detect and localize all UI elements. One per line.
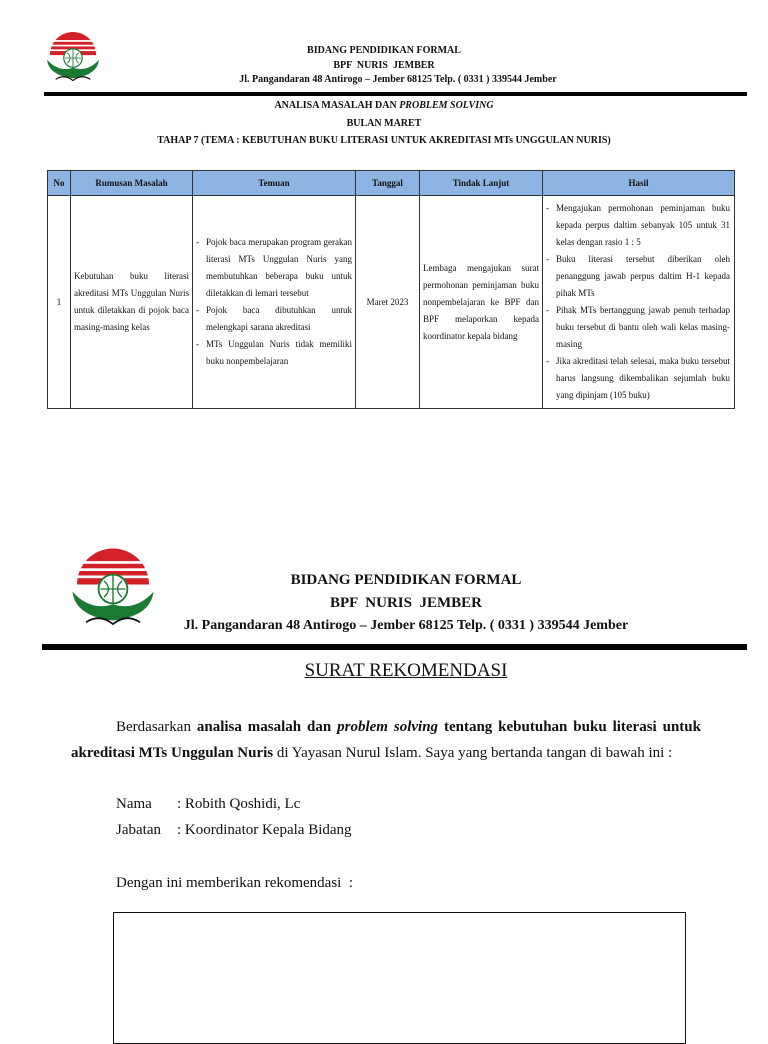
report-title <box>0 100 768 111</box>
header-large-line1: BIDANG PENDIDIKAN FORMAL <box>290 572 522 588</box>
temuan-item: - Pojok baca dibutuhkan untuk melengkapi sarana akreditasi <box>196 302 352 336</box>
letter-paragraph <box>71 714 705 766</box>
hasil-item: - Pihak MTs bertanggung jawab penuh terhadap buku tersebut di bantu oleh wali kelas masing-masing <box>546 302 730 353</box>
col-header-no: No <box>48 171 71 196</box>
table-header-row <box>48 171 735 196</box>
analysis-table <box>47 170 735 409</box>
report-month: BULAN MARET <box>346 118 422 129</box>
p1-part-a: Berdasarkan <box>116 719 197 735</box>
report-stage: TAHAP 7 (TEMA : KEBUTUHAN BUKU LITERASI UNTUK AKREDITASI MTs UNGGULAN NURIS) <box>157 135 611 146</box>
col-header-tindak-lanjut: Tindak Lanjut <box>420 171 543 196</box>
position-value: : Koordinator Kepala Bidang <box>177 822 352 838</box>
p1-part-d: tentang kebutuhan buku literasi untuk akreditasi MTs Unggulan Nuris <box>71 719 705 761</box>
name-value: : Robith Qoshidi, Lc <box>177 796 301 812</box>
header-small-rule <box>44 92 747 96</box>
report-title-prefix: ANALISA MASALAH DAN <box>274 100 400 111</box>
header-large-address: Jl. Pangandaran 48 Antirogo – Jember 68125 Telp. ( 0331 ) 339544 Jember <box>183 618 629 633</box>
hasil-item: - Mengajukan permohonan peminjaman buku kepada perpus daltim sebanyak 105 untuk 31 kelas dengan rasio 1 : 5 <box>546 200 730 251</box>
cell-tanggal: Maret 2023 <box>356 196 420 409</box>
position-label: Jabatan <box>116 822 161 838</box>
cell-tindak-lanjut: Lembaga mengajukan surat permohonan peminjaman buku nonpembelajaran ke BPF dan BPF melaporkan kepada koordinator kepala bidang <box>420 196 543 409</box>
header-small-line2: BPF NURIS JEMBER <box>333 60 435 71</box>
cell-temuan <box>193 196 356 409</box>
table-row <box>48 196 735 409</box>
temuan-item: - Pojok baca merupakan program gerakan literasi MTs Unggulan Nuris yang membutuhkan beberapa buku untuk diletakkan di lemari tersebut <box>196 234 352 302</box>
hasil-item: - Jika akreditasi telah selesai, maka buku tersebut harus langsung dikembalikan sejumlah buku yang dipinjam (105 buku) <box>546 353 730 404</box>
col-header-rumusan: Rumusan Masalah <box>71 171 193 196</box>
recommendation-intro: Dengan ini memberikan rekomendasi : <box>116 875 354 891</box>
header-small-line1: BIDANG PENDIDIKAN FORMAL <box>307 45 461 56</box>
temuan-item: - MTs Unggulan Nuris tidak memiliki buku nonpembelajaran <box>196 336 352 370</box>
cell-hasil <box>543 196 735 409</box>
col-header-temuan: Temuan <box>193 171 356 196</box>
recommendation-box <box>113 912 686 1044</box>
header-small-address: Jl. Pangandaran 48 Antirogo – Jember 68125 Telp. ( 0331 ) 339544 Jember <box>239 74 557 85</box>
col-header-hasil: Hasil <box>543 171 735 196</box>
header-large-rule <box>42 644 747 650</box>
name-label: Nama <box>116 796 152 812</box>
p1-part-e: di Yayasan Nurul Islam. Saya yang bertanda tangan di bawah ini : <box>273 745 673 761</box>
hasil-item: - Buku literasi tersebut diberikan oleh penanggung jawab perpus daltim H-1 kepada pihak MTs <box>546 251 730 302</box>
cell-rumusan: Kebutuhan buku literasi akreditasi MTs Unggulan Nuris untuk diletakkan di pojok baca masing-masing kelas <box>71 196 193 409</box>
letter-title: SURAT REKOMENDASI <box>304 660 508 681</box>
p1-part-c: problem solving <box>337 719 439 735</box>
col-header-tanggal: Tanggal <box>356 171 420 196</box>
p1-part-b: analisa masalah dan <box>196 719 338 735</box>
cell-no: 1 <box>48 196 71 409</box>
header-large-line2: BPF NURIS JEMBER <box>330 595 482 611</box>
report-title-italic: PROBLEM SOLVING <box>399 100 494 111</box>
